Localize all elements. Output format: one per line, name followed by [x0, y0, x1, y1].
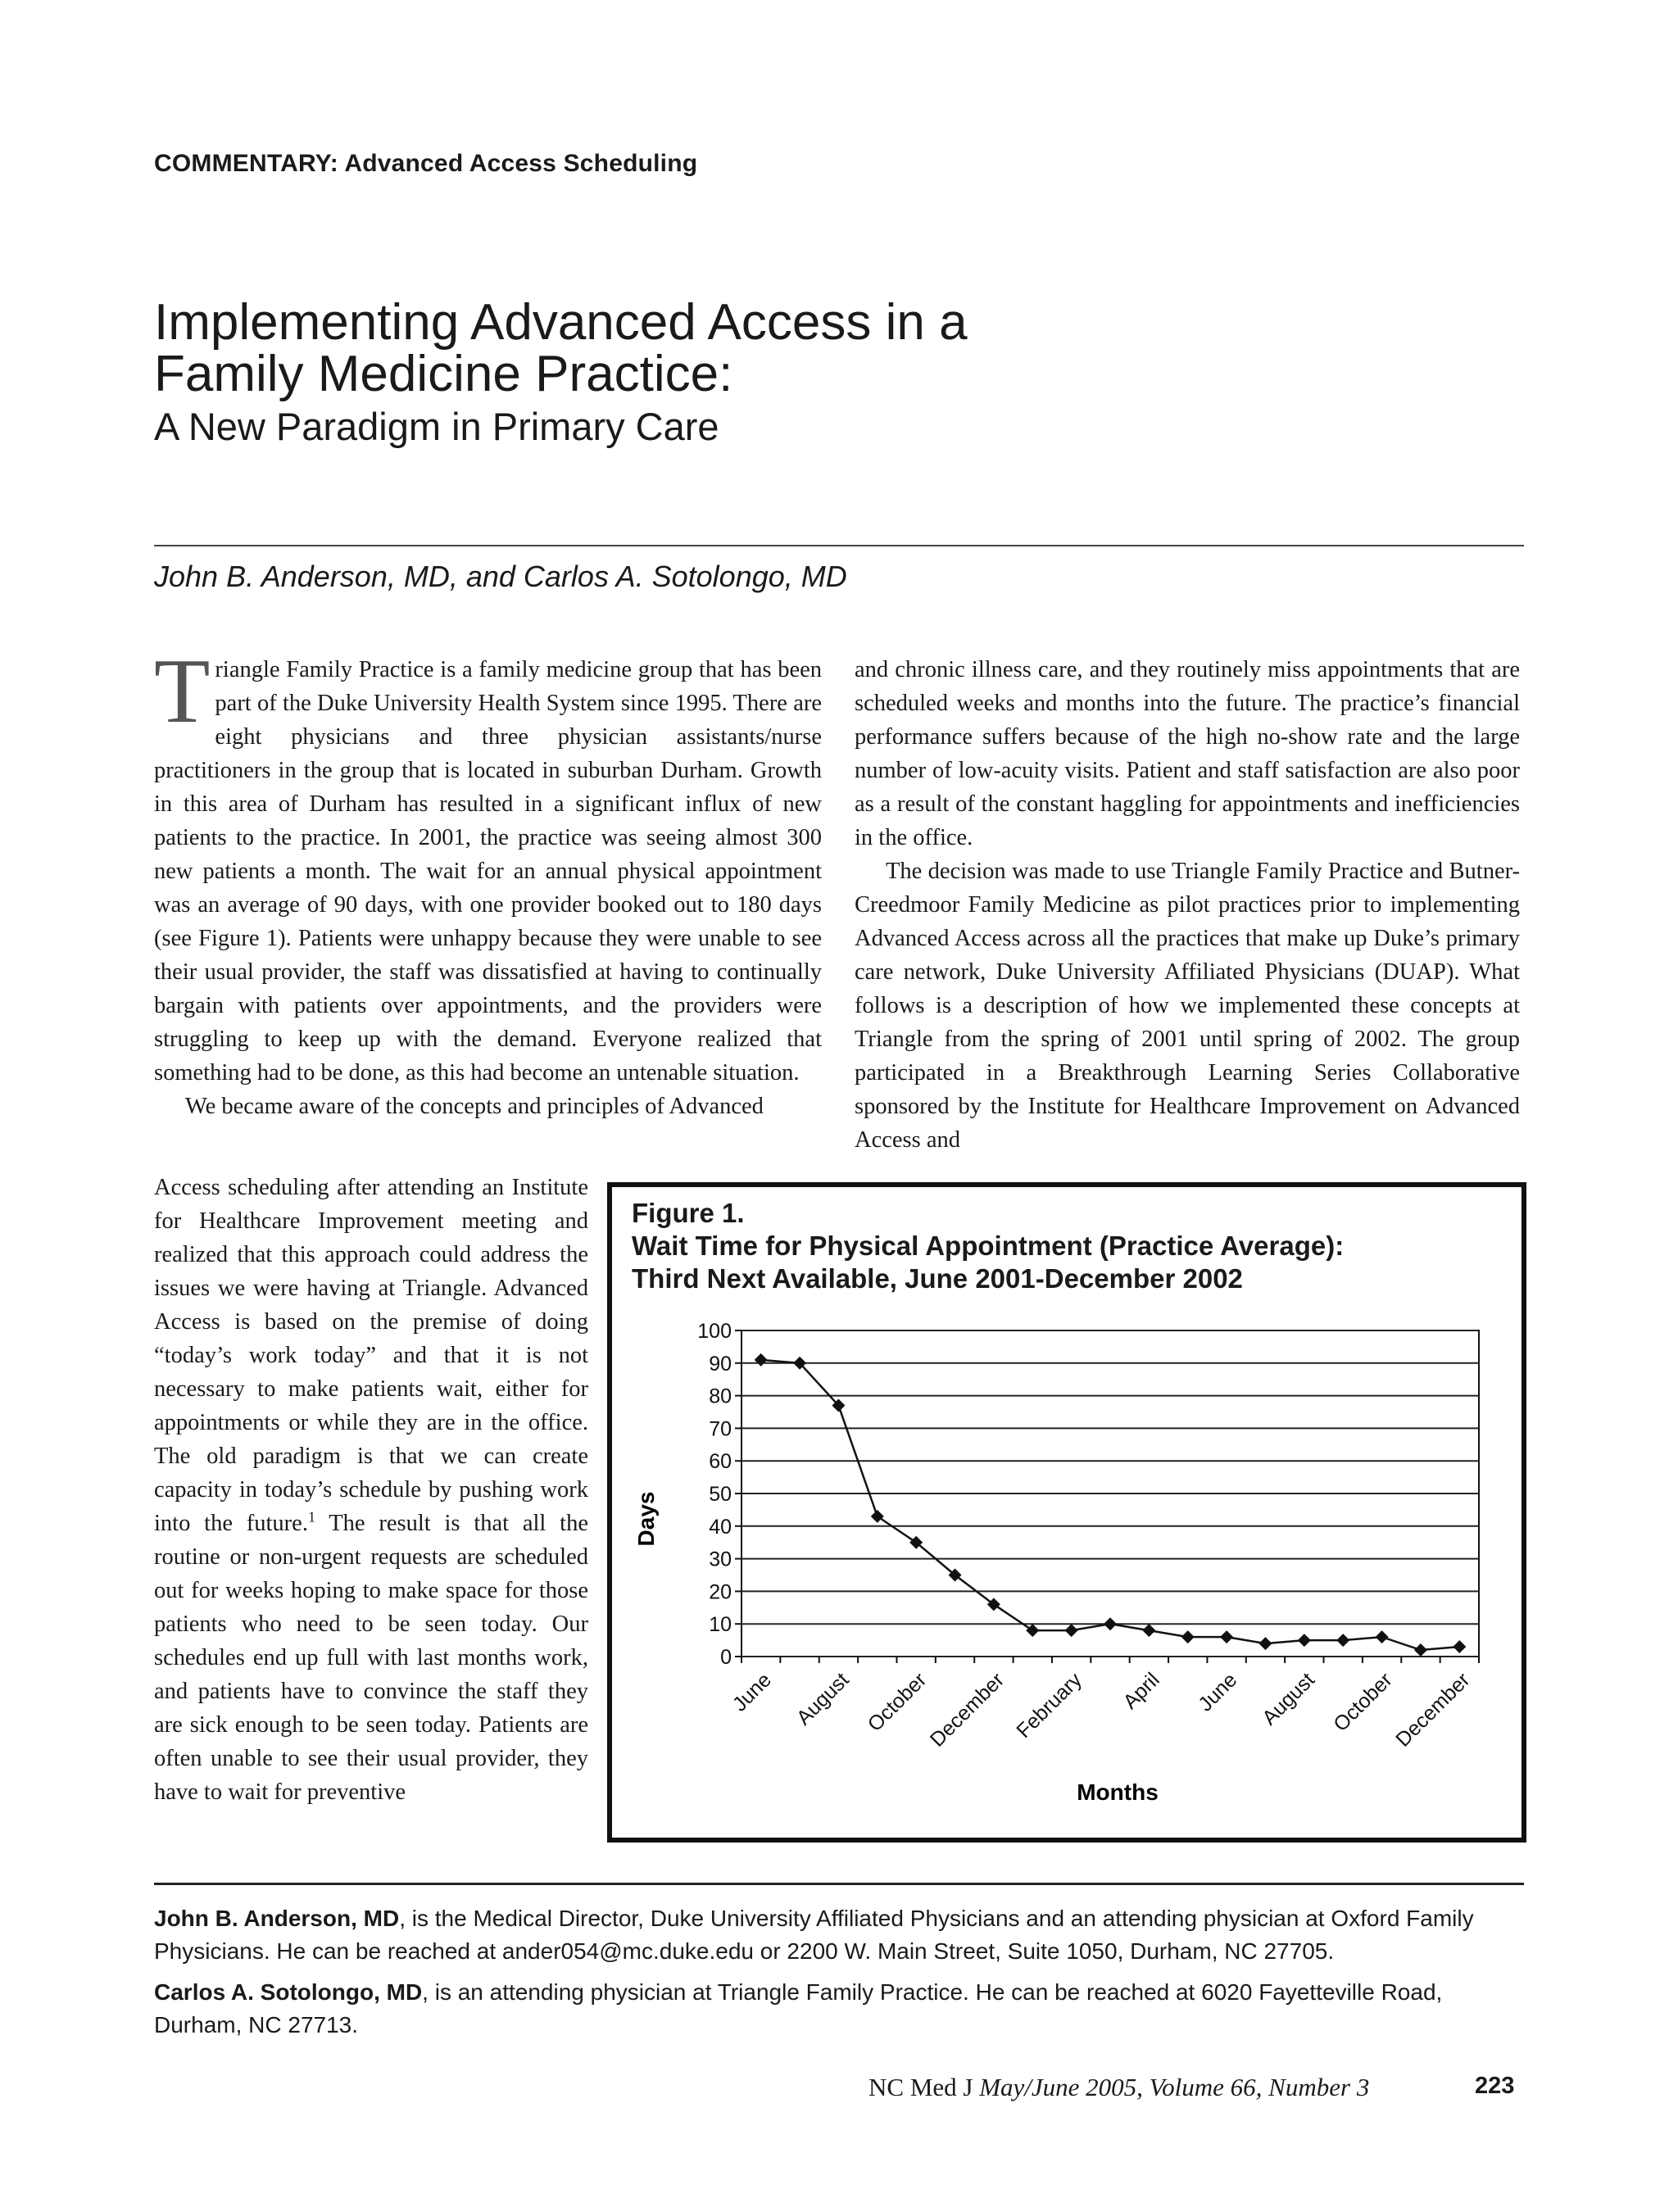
y-tick-label: 10: [709, 1613, 732, 1637]
right-paragraph-1: and chronic illness care, and they routinely miss appointments that are scheduled weeks and months into the future. The practice’s financial performance suffers because of the high no-show rate and the large number of low-acuity visits. Patient and staff satisfaction are also poor as a result of the constant haggling for appointments and inefficiencies in the office.: [855, 657, 1520, 850]
data-point: [755, 1353, 768, 1367]
journal-name: NC Med J: [868, 2073, 973, 2101]
paragraph-2-text: Access scheduling after attending an Institute for Healthcare Improvement meeting and realized that this approach could address the issues we were having at Triangle. Advanced Access is based on the premise of doing “today’s work today” and that it is not necessary to make patients wait, either for appointments or while they are in the office. The old paradigm is that we can create capacity in today’s schedule by pushing work into the future.: [154, 1175, 588, 1536]
article-title-block: [154, 294, 1301, 451]
body-column-right: [855, 653, 1520, 1157]
article-title: [154, 294, 1301, 402]
title-line-1: Implementing Advanced Access in a: [154, 294, 968, 351]
x-tick-label: December: [925, 1668, 1009, 1752]
y-tick-label: 50: [709, 1483, 732, 1506]
author-bio-anderson: [154, 1902, 1524, 1968]
paragraph-2-first-line: We became aware of the concepts and principles of Advanced: [185, 1094, 764, 1119]
data-point: [1026, 1624, 1039, 1637]
figure-title-line-1: Wait Time for Physical Appointment (Practice Average):: [632, 1231, 1345, 1261]
right-paragraph-2: The decision was made to use Triangle Family Practice and Butner-Creedmoor Family Medicine as pilot practices prior to implementing Advanced Access across all the practices that make up Duke’s primary care network, Duke University Affiliated Physicians (DUAP). What follows is a description of how we implemented these concepts at Triangle from the spring of 2001 until spring of 2002. The group participated in a Breakthrough Learning Series Collaborative sponsored by the Institute for Healthcare Improvement on Advanced Access and: [855, 859, 1520, 1153]
figure-1: [607, 1182, 1526, 1843]
title-line-2: Family Medicine Practice:: [154, 346, 733, 402]
x-axis-ticks: [728, 1657, 1479, 1752]
data-point: [1258, 1637, 1272, 1650]
journal-issue: May/June 2005, Volume 66, Number 3: [979, 2073, 1370, 2101]
journal-citation: [868, 2073, 1369, 2102]
body-column-left-wrapped: [154, 1171, 588, 1809]
y-tick-label: 40: [709, 1515, 732, 1539]
paragraph-1-text: riangle Family Practice is a family medicine group that has been part of the Duke University Health System since 1995. There are eight physicians and three physician assistants/nurse practitioners in the group that is located in suburban Durham. Growth in this area of Durham has resulted in a significant influx of new patients to the practice. In 2001, the practice was seeing almost 300 new patients a month. The wait for an annual physical appointment was an average of 90 days, with one provider booked out to 180 days (see Figure 1). Patients were unhappy because they were unable to see their usual provider, the staff was dissatisfied at having to continually bargain with patients over appointments, and the providers were struggling to keep up with the demand. Everyone realized that something had to be done, as this had become an untenable situation.: [154, 657, 822, 1086]
x-tick-label: February: [1012, 1668, 1086, 1743]
data-point: [1142, 1624, 1155, 1637]
data-point: [1104, 1617, 1117, 1630]
body-column-left: [154, 641, 822, 1123]
author-bio-sotolongo: [154, 1976, 1524, 2042]
data-point: [1220, 1630, 1233, 1643]
x-tick-label: June: [1194, 1668, 1242, 1716]
chart-series: [755, 1353, 1467, 1657]
y-tick-label: 90: [709, 1352, 732, 1376]
figure-title-line-2: Third Next Available, June 2001-December 2002: [632, 1263, 1243, 1294]
article-subtitle: A New Paradigm in Primary Care: [154, 405, 719, 448]
chart-gridlines: [741, 1330, 1479, 1657]
bio-name-anderson: John B. Anderson, MD: [154, 1906, 400, 1931]
top-divider: [154, 545, 1524, 546]
data-point: [1298, 1634, 1311, 1647]
citation-superscript: 1: [307, 1508, 315, 1525]
data-point: [1181, 1630, 1195, 1643]
y-tick-label: 70: [709, 1417, 732, 1441]
x-axis-label: Months: [1077, 1779, 1159, 1805]
page-number: 223: [1475, 2073, 1515, 2099]
section-label: COMMENTARY: Advanced Access Scheduling: [154, 150, 698, 177]
data-point: [1453, 1640, 1466, 1653]
data-point: [1414, 1643, 1427, 1657]
x-tick-label: December: [1391, 1668, 1475, 1752]
x-tick-label: August: [1258, 1668, 1320, 1730]
author-line: John B. Anderson, MD, and Carlos A. Sotolongo, MD: [154, 560, 847, 593]
x-tick-label: August: [791, 1668, 854, 1730]
y-tick-label: 20: [709, 1580, 732, 1604]
data-point: [871, 1510, 884, 1523]
series-line: [761, 1360, 1460, 1650]
x-tick-label: April: [1118, 1668, 1164, 1714]
data-point: [1065, 1624, 1078, 1637]
data-point: [1336, 1634, 1349, 1647]
paragraph-2-end: The result is that all the routine or non-urgent requests are scheduled out for weeks hoping to make space for those patients who need to be seen today. Our schedules end up full with last months work, and patients have to convince the staff they are sick enough to be seen today. Patients are often unable to see their usual provider, they have to wait for preventive: [154, 1511, 588, 1805]
y-axis-ticks: [697, 1320, 741, 1669]
x-tick-label: October: [863, 1668, 932, 1737]
y-tick-label: 80: [709, 1385, 732, 1408]
y-axis-label: Days: [633, 1491, 659, 1547]
bio-name-sotolongo: Carlos A. Sotolongo, MD: [154, 1979, 423, 2005]
bio-text-anderson: , is the Medical Director, Duke University Affiliated Physicians and an attending physician at Oxford Family Physicians. He can be reached at ander054@mc.duke.edu or 2200 W. Main Street, Suite 1050, Durham, NC 27705.: [154, 1906, 1474, 1964]
footnote-divider: [154, 1883, 1524, 1885]
bio-text-sotolongo: , is an attending physician at Triangle Family Practice. He can be reached at 6020 Fayetteville Road, Durham, NC 27713.: [154, 1979, 1443, 2037]
y-tick-label: 0: [720, 1646, 732, 1669]
drop-cap: T: [154, 641, 211, 742]
x-tick-label: June: [728, 1668, 776, 1716]
paragraph-1: [154, 641, 822, 1090]
data-point: [1376, 1630, 1389, 1643]
x-tick-label: October: [1329, 1668, 1397, 1737]
wait-time-line-chart: [612, 1187, 1522, 1838]
y-tick-label: 30: [709, 1548, 732, 1571]
y-tick-label: 100: [697, 1320, 732, 1343]
figure-label: Figure 1.: [632, 1198, 745, 1228]
y-tick-label: 60: [709, 1450, 732, 1474]
paragraph-2-continued: [154, 1171, 588, 1809]
